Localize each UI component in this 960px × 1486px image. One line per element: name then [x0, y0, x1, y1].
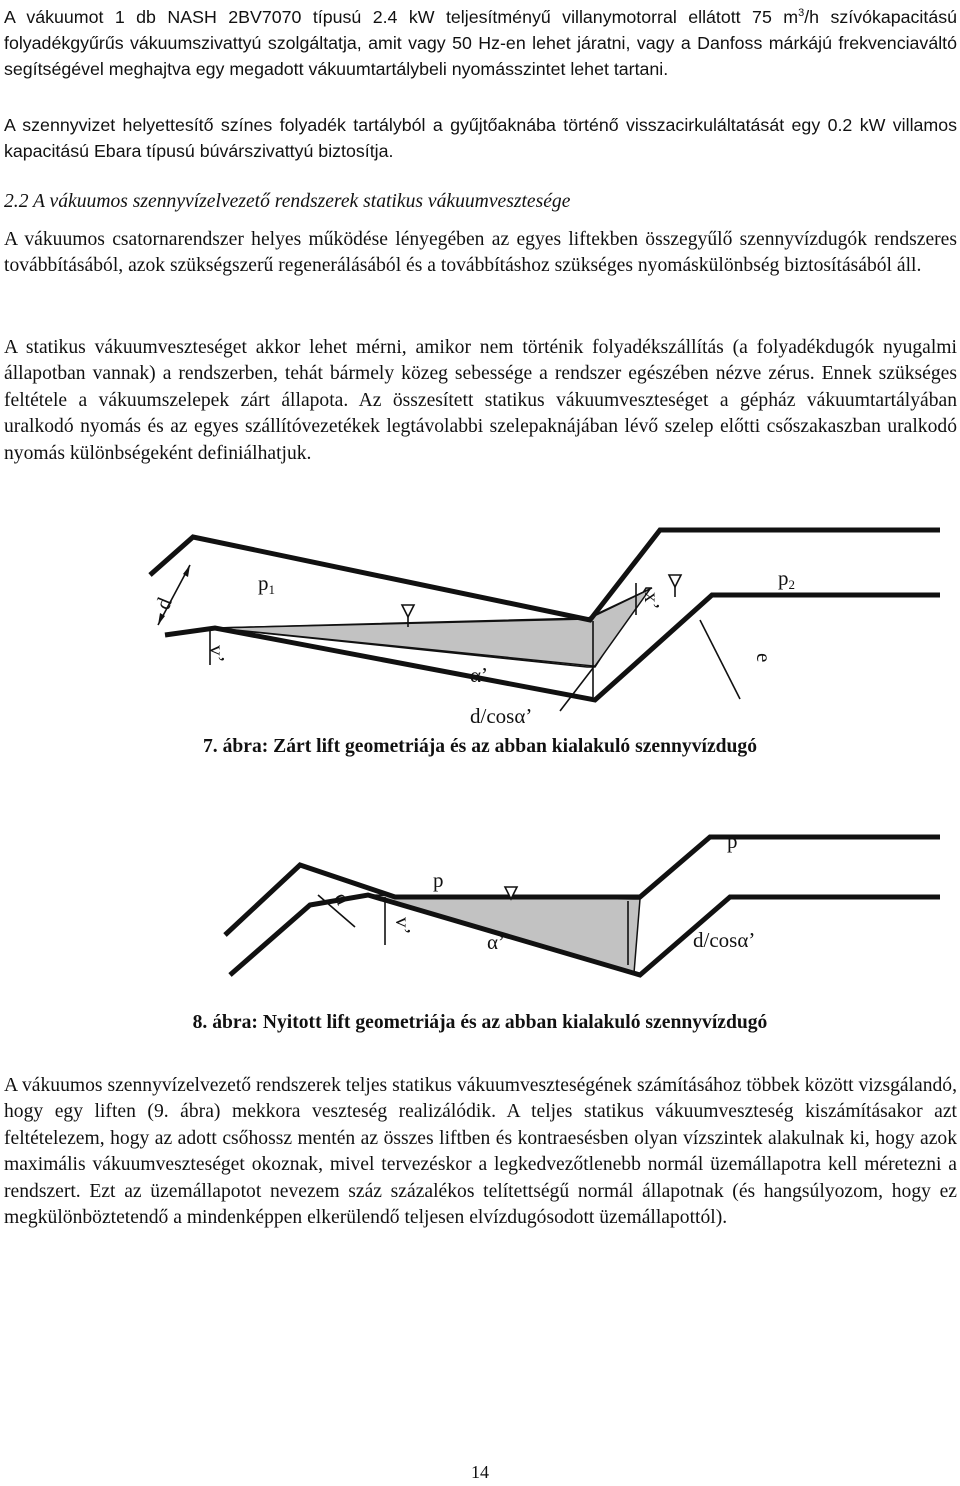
paragraph-pump-text: A vákuumot 1 db NASH 2BV7070 típusú 2.4 kW teljesítményű villanymotorral ellátott 75 $m^3/h$ szívókapacitású folyadékgyűrűs vákuumszivattyú szolgáltatja, amit vagy 50 Hz-en lehet járatni, vagy a Danfoss márkájú frekvenciaváltó segítségével meghajtva egy megadott vákuumtartálybeli nyomásszintet lehet tartani.	[4, 6, 957, 79]
figure-8-open-lift	[0, 829, 960, 985]
label-e: e	[752, 653, 776, 663]
figure-7-closed-lift	[0, 525, 960, 735]
dcos-leader-line	[560, 668, 593, 711]
water-plug-fill	[215, 589, 650, 666]
label-dcos: d/cosα’	[470, 704, 533, 728]
paragraph-pump-description	[4, 0, 957, 82]
water-level-symbol-right	[669, 575, 681, 587]
label-v: v’	[205, 645, 229, 663]
label-v: v’	[391, 917, 415, 935]
figure-8-caption: 8. ábra: Nyitott lift geometriája és az abban kialakuló szennyvízdugó	[192, 1012, 768, 1033]
section-heading: 2.2 A vákuumos szennyvízelvezető rendszerek statikus vákuumvesztesége	[4, 191, 571, 212]
e-dimension-line	[700, 620, 740, 699]
water-level-symbol-left	[402, 605, 414, 617]
label-alpha: α’	[487, 930, 505, 954]
figure-7-caption: 7. ábra: Zárt lift geometriája és az abban kialakuló szennyvízdugó	[202, 736, 758, 757]
label-p-left: p	[433, 868, 444, 892]
label-p2: p2	[778, 566, 795, 592]
label-d: d	[329, 888, 356, 909]
superscript-three: 3	[798, 7, 805, 19]
paragraph-static-loss: A statikus vákuumveszteséget akkor lehet mérni, amikor nem történik folyadékszállítás (a folyadékdugók nyugalmi állapotban vannak) a rendszerben, tehát bármely közeg sebessége a rendszer egészében nézve zérus. Ennek szükséges feltétele a vákuumszelepek zárt állapota. Az összesített statikus vákuumveszteséget a gépház vákuumtartályában uralkodó nyomás és az egyes szállítóvezetékek legtávolabbi szelepaknájában lévő szelep előtti csőszakaszban uralkodó nyomás különbségeként definiálhatjuk.	[4, 337, 957, 464]
label-d: d	[150, 594, 177, 613]
paragraph-recirculation	[4, 112, 957, 164]
paragraph-total-loss: A vákuumos szennyvízelvezető rendszerek teljes statikus vákuumveszteségének számításához többek között vizsgálandó, hogy egy liften (9. ábra) mekkora veszteség realizálódik. A teljes statikus vákuumveszteség kiszámításakor azt feltételezem, hogy az adott csőhossz mentén az összes liftben és kontraesésben olyan vízszintek alakulnak ki, hogy azok maximális vákuumveszteséget okoznak, mivel tervezéskor a legkedvezőtlenebb normál üzemállapotra kell méretezni a rendszert. Ezt az üzemállapotot nevezem száz százalékos telítettségű normál állapotnak (és hangsúlyozom, hogy ez megkülönböztetendő a mindenképpen elkerülendő teljesen elvízdugósodott üzemállapottól).	[4, 1075, 957, 1229]
label-x: x’	[640, 592, 664, 610]
paragraph-operation: A vákuumos csatornarendszer helyes működése lényegében az egyes liftekben összegyűlő szennyvízdugók rendszeres továbbításából, azok szükségszerű regenerálásából és a továbbításhoz szükséges nyomáskülönbség biztosításából áll.	[4, 229, 957, 277]
paragraph-recirculation-text: A szennyvizet helyettesítő színes folyadék tartályból a gyűjtőaknába történő visszacirkuláltatását egy 0.2 kW villamos kapacitású Ebara típusú búvárszivattyú biztosítja.	[4, 115, 957, 161]
pipe-upper-wall	[150, 530, 940, 620]
label-p1: p1	[258, 571, 275, 597]
label-dcos: d/cosα’	[693, 928, 756, 952]
label-p-right: p	[727, 829, 738, 853]
page-number: 14	[471, 1462, 489, 1482]
label-alpha: α’	[470, 663, 488, 687]
